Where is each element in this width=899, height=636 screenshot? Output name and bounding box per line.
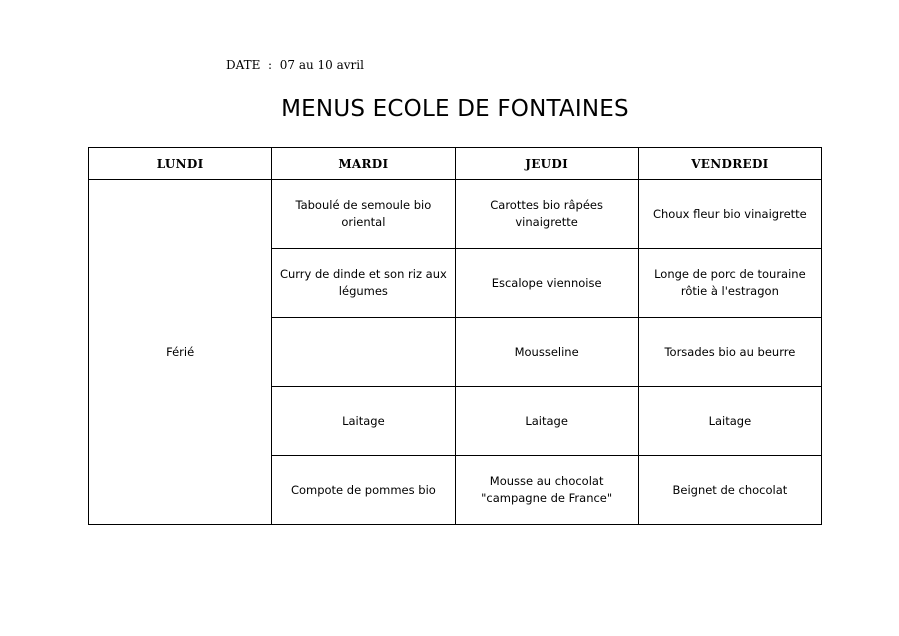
- menu-cell: Mousse au chocolat "campagne de France": [455, 456, 638, 525]
- menu-cell: Taboulé de semoule bio oriental: [272, 180, 455, 249]
- menu-cell: [272, 318, 455, 387]
- date-label: DATE: [226, 58, 261, 72]
- lundi-cell: Férié: [89, 180, 272, 525]
- menu-cell: Torsades bio au beurre: [638, 318, 821, 387]
- table-row: [89, 180, 822, 249]
- menu-cell: Compote de pommes bio: [272, 456, 455, 525]
- menu-cell: Laitage: [638, 387, 821, 456]
- date-separator: :: [268, 58, 273, 72]
- page-title: MENUS ECOLE DE FONTAINES: [281, 96, 629, 122]
- menu-cell: Beignet de chocolat: [638, 456, 821, 525]
- column-header-lundi: LUNDI: [89, 148, 272, 180]
- menu-cell: Longe de porc de touraine rôtie à l'estragon: [638, 249, 821, 318]
- menu-cell: Mousseline: [455, 318, 638, 387]
- menu-cell: Curry de dinde et son riz aux légumes: [272, 249, 455, 318]
- menu-table: [88, 147, 822, 525]
- date-value: 07 au 10 avril: [279, 58, 364, 72]
- column-header-jeudi: JEUDI: [455, 148, 638, 180]
- menu-cell: Carottes bio râpées vinaigrette: [455, 180, 638, 249]
- menu-cell: Escalope viennoise: [455, 249, 638, 318]
- column-header-mardi: MARDI: [272, 148, 455, 180]
- column-header-vendredi: VENDREDI: [638, 148, 821, 180]
- menu-cell: Laitage: [272, 387, 455, 456]
- header-row: [89, 148, 822, 180]
- date-line: [226, 58, 364, 72]
- menu-cell: Laitage: [455, 387, 638, 456]
- menu-cell: Choux fleur bio vinaigrette: [638, 180, 821, 249]
